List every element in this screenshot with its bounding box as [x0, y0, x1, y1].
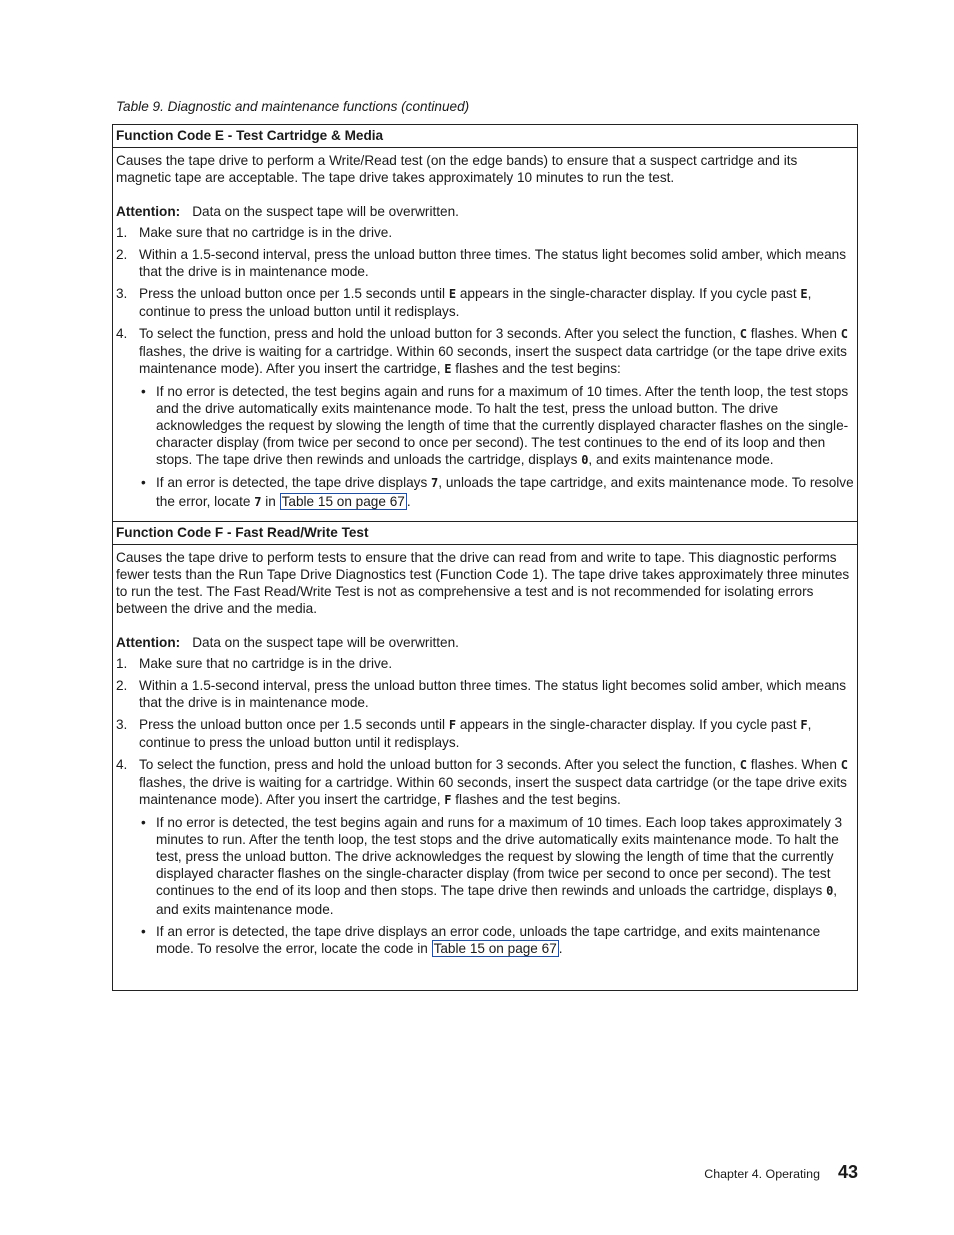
step-number: 2.	[116, 677, 128, 693]
step-item	[116, 716, 854, 751]
display-code: 0	[581, 453, 589, 468]
section-e-attention	[116, 203, 854, 220]
step-text: , continue to press the unload button until it redisplays.	[139, 285, 812, 320]
step-text: Make sure that no cartridge is in the drive.	[139, 655, 393, 671]
section-f-attention	[116, 634, 854, 651]
bullet-icon: •	[141, 475, 146, 491]
step-text: flashes. When	[747, 757, 841, 773]
step-text: Press the unload button once per 1.5 seconds until	[139, 285, 449, 301]
section-e-header: Function Code E - Test Cartridge & Media	[113, 125, 857, 148]
display-code: 0	[826, 884, 834, 899]
attention-text: Data on the suspect tape will be overwritten.	[192, 204, 459, 220]
step-number: 4.	[116, 757, 128, 773]
step-text: Make sure that no cartridge is in the drive.	[139, 224, 393, 240]
step-text: To select the function, press and hold the unload button for 3 seconds. After you select the function,	[139, 326, 740, 342]
step-text: flashes, the drive is waiting for a cartridge. Within 60 seconds, insert the suspect data cartridge (or the tape drive exits maintenance mode). After you insert the cartridge,	[139, 344, 847, 377]
display-code: F	[448, 717, 457, 732]
step-text: Press the unload button once per 1.5 seconds until	[139, 716, 449, 732]
bullet-text: .	[406, 493, 411, 509]
chapter-title: Chapter 4. Operating	[704, 1167, 820, 1181]
section-f-bullets	[139, 814, 854, 957]
page-number: 43	[837, 1162, 858, 1182]
section-f-intro: Causes the tape drive to perform tests to ensure that the drive can read from and write to tape. This diagnostic performs fewer tests than the Run Tape Drive Diagnostics test (Function Code 1). The tape drive takes approximately three minutes to run the test. The Fast Read/Write Test is not as comprehensive a test and is not recommended for isolating errors between the drive and the media.	[116, 549, 850, 617]
step-number: 1.	[116, 224, 128, 240]
bullet-text: , unloads the tape cartridge, and exits maintenance mode. To resolve the error, locate	[156, 475, 854, 509]
section-f-steps	[116, 655, 854, 957]
section-e-steps	[116, 224, 854, 511]
attention-text: Data on the suspect tape will be overwritten.	[192, 635, 459, 651]
step-item	[116, 677, 854, 711]
table-15-link[interactable]: Table 15 on page 67	[433, 940, 557, 956]
display-code: E	[800, 286, 808, 301]
display-code: 7	[254, 494, 262, 509]
display-code: F	[444, 793, 452, 808]
display-code: 7	[431, 476, 439, 491]
display-code: C	[739, 327, 748, 342]
step-text: Within a 1.5-second interval, press the unload button three times. The status light becomes solid amber, which means that the drive is in maintenance mode.	[139, 677, 846, 710]
section-e-body	[113, 148, 857, 521]
bullet-text: in	[261, 493, 280, 509]
table-15-link[interactable]: Table 15 on page 67	[281, 493, 405, 509]
bullet-text: .	[558, 940, 563, 956]
step-text: flashes, the drive is waiting for a cartridge. Within 60 seconds, insert the suspect data cartridge (or the tape drive exits maintenance mode). After you insert the cartridge,	[139, 775, 847, 808]
step-number: 3.	[116, 285, 128, 301]
page-footer	[704, 1162, 858, 1183]
bullet-text: If an error is detected, the tape drive displays an error code, unloads the tape cartridge, and exits maintenance mode. To resolve the error, locate the code in	[156, 923, 821, 956]
display-code: C	[840, 758, 848, 773]
section-f-header: Function Code F - Fast Read/Write Test	[113, 521, 857, 545]
display-code: E	[444, 362, 452, 377]
bullet-text: If an error is detected, the tape drive displays	[156, 475, 432, 491]
step-item	[116, 655, 854, 672]
diagnostic-table	[112, 124, 858, 991]
step-text: , continue to press the unload button until it redisplays.	[139, 716, 812, 751]
attention-label: Attention:	[116, 204, 181, 220]
bullet-icon: •	[141, 383, 146, 399]
section-f-body	[113, 545, 857, 967]
display-code: C	[739, 758, 748, 773]
step-number: 4.	[116, 326, 128, 342]
step-number: 2.	[116, 246, 128, 262]
step-text: Within a 1.5-second interval, press the unload button three times. The status light becomes solid amber, which means that the drive is in maintenance mode.	[139, 246, 846, 279]
section-e-intro: Causes the tape drive to perform a Write/Read test (on the edge bands) to ensure that a suspect cartridge and its magnetic tape are acceptable. The tape drive takes approximately 10 minutes to run the test.	[116, 153, 798, 186]
step-item	[116, 285, 854, 320]
attention-label: Attention:	[116, 635, 181, 651]
step-item	[116, 756, 854, 957]
bullet-icon: •	[141, 923, 146, 939]
step-text: flashes. When	[747, 326, 841, 342]
section-e-bullets	[139, 383, 854, 511]
step-item	[116, 224, 854, 241]
display-code: E	[448, 286, 457, 301]
step-number: 3.	[116, 716, 128, 732]
step-item	[116, 325, 854, 511]
bullet-text: If no error is detected, the test begins again and runs for a maximum of 10 times. After the tenth loop, the test stops and the drive automatically exits maintenance mode. To halt the test, press the unload button. The drive acknowledges the request by slowing the length of time that the currently displayed character flashes on the single-character display (from twice per second to once per second). The test continues to the end of its loop and then stops. The tape drive then rewinds and unloads the cartridge, displays	[156, 383, 849, 468]
step-item	[116, 246, 854, 280]
step-text: flashes and the test begins:	[451, 361, 621, 377]
bullet-text: , and exits maintenance mode.	[156, 883, 838, 917]
step-text: To select the function, press and hold the unload button for 3 seconds. After you select the function,	[139, 757, 740, 773]
bullet-item	[139, 923, 854, 957]
bullet-item	[139, 474, 854, 510]
step-text: appears in the single-character display. If you cycle past	[456, 285, 801, 301]
display-code: C	[840, 327, 848, 342]
step-text: appears in the single-character display. If you cycle past	[456, 716, 801, 732]
bullet-icon: •	[141, 814, 146, 830]
bullet-text: , and exits maintenance mode.	[588, 452, 774, 468]
bullet-text: If no error is detected, the test begins again and runs for a maximum of 10 times. Each loop takes approximately 3 minutes to run. After the tenth loop, the test stops and the drive automatically exits maintenance mode. To halt the test, press the unload button. The drive acknowledges the request by slowing the length of time that the currently displayed character flashes on the single-character display (from twice per second to once per second). The test continues to the end of its loop and then stops. The tape drive then rewinds and unloads the cartridge, displays	[156, 814, 843, 899]
step-text: flashes and the test begins.	[451, 792, 621, 808]
table-caption: Table 9. Diagnostic and maintenance functions (continued)	[116, 99, 470, 114]
display-code: F	[800, 717, 808, 732]
step-number: 1.	[116, 655, 128, 671]
bullet-item	[139, 383, 854, 470]
bullet-item	[139, 814, 854, 918]
